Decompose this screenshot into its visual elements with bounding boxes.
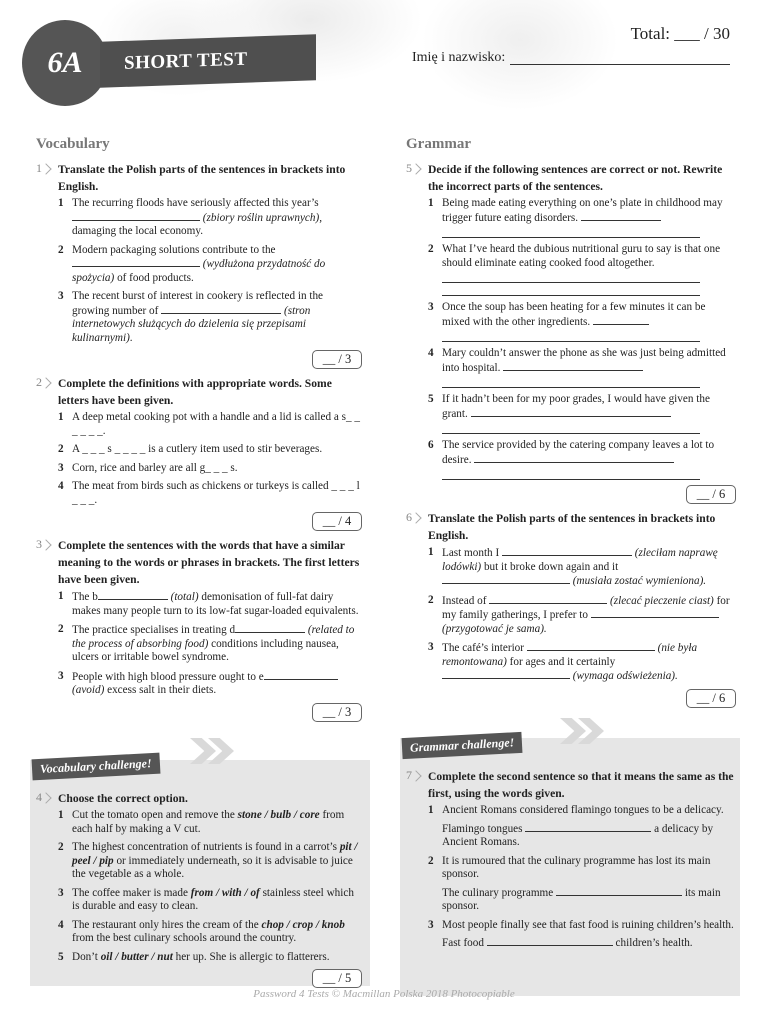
list-item <box>58 841 362 882</box>
item-text: Last month I <box>442 547 500 559</box>
item-number: 2 <box>58 443 64 455</box>
item-text: a delicacy by Ancient Romans. <box>442 822 714 848</box>
item-text: from the best culinary schools around the country. <box>72 932 297 944</box>
exercise-number: 5 <box>406 161 426 176</box>
item-text: of food products. <box>117 271 194 284</box>
answer-blank[interactable] <box>556 886 682 896</box>
item-text: its main sponsor. <box>442 886 721 912</box>
item-hint: (total) <box>170 591 199 603</box>
item-text: . <box>129 331 133 344</box>
answer-line[interactable] <box>442 329 700 342</box>
vocabulary-title: Vocabulary <box>36 136 110 152</box>
item-number: 3 <box>58 669 64 682</box>
exercise-4 <box>36 790 362 988</box>
list-item <box>428 804 736 850</box>
item-text: What I’ve heard the dubious nutritional guru to say is that one should eliminate eating cooked food altogether. <box>442 243 721 269</box>
item-text: The highest concentration of nutrients is found in a carrot’s <box>72 841 338 853</box>
answer-blank[interactable] <box>442 669 570 679</box>
item-text: Flamingo tongues <box>442 822 523 835</box>
item-number: 1 <box>428 197 434 209</box>
item-text: Once the soup has been heating for a few minutes it can be mixed with the other ingredients. <box>442 301 706 328</box>
page-footer: Password 4 Tests © Macmillan Polska 2018 Photocopiable <box>253 988 515 1000</box>
vocabulary-column <box>36 136 362 728</box>
score-value: __ / 3 <box>312 703 362 722</box>
item-number: 5 <box>428 393 434 405</box>
item-text: Cut the tomato open and remove the <box>72 809 235 821</box>
score-box <box>58 512 362 531</box>
answer-blank[interactable] <box>442 574 570 584</box>
item-number: 4 <box>58 480 64 492</box>
item-text: Mary couldn’t answer the phone as she was just being admitted into hospital. <box>442 347 726 374</box>
name-label: Imię i nazwisko: <box>412 50 506 65</box>
list-item <box>428 393 736 434</box>
answer-line[interactable] <box>442 283 700 296</box>
exercise-instruction: Choose the correct option. <box>58 792 188 805</box>
list-item <box>58 462 362 476</box>
exercise-instruction: Complete the second sentence so that it means the same as the first, using the words given. <box>428 770 734 800</box>
grammar-challenge-tag: Grammar challenge! <box>402 732 523 759</box>
item-text: Don’t <box>72 950 98 963</box>
answer-line[interactable] <box>442 225 700 238</box>
item-options[interactable]: chop / crop / knob <box>261 918 345 931</box>
test-title-banner <box>100 34 316 88</box>
item-text: damaging the local economy. <box>72 225 203 237</box>
list-item <box>428 919 736 951</box>
item-text: Instead of <box>442 594 487 607</box>
vocabulary-challenge-tag: Vocabulary challenge! <box>32 753 161 781</box>
item-number: 1 <box>428 804 434 816</box>
exercise-number: 1 <box>36 161 56 176</box>
exercise-7 <box>406 768 736 951</box>
item-text: Ancient Romans considered flamingo tongues to be a delicacy. <box>442 804 724 816</box>
answer-blank[interactable] <box>264 670 338 680</box>
score-box <box>428 689 736 708</box>
answer-blank[interactable] <box>72 257 200 267</box>
exercise-2 <box>36 375 362 531</box>
exercise-instruction: Translate the Polish parts of the sentences in brackets into English. <box>428 512 716 542</box>
item-text: If it hadn’t been for my poor grades, I would have given the grant. <box>442 393 710 420</box>
exercise-number: 3 <box>36 537 56 552</box>
answer-blank[interactable] <box>489 594 607 604</box>
item-text: demonisation of full-fat dairy makes many people turn to its low-fat sugar-loaded equivalents. <box>72 591 359 617</box>
score-box <box>58 350 362 369</box>
item-number: 6 <box>428 439 434 451</box>
list-item <box>58 590 362 618</box>
score-value: __ / 4 <box>312 512 362 531</box>
item-text: People with high blood pressure ought to e <box>72 670 264 683</box>
answer-blank[interactable] <box>591 608 719 618</box>
score-box <box>58 703 362 722</box>
list-item <box>58 290 362 345</box>
answer-blank[interactable] <box>474 453 674 463</box>
item-number: 2 <box>58 841 64 853</box>
item-options[interactable]: from / with / of <box>190 886 260 899</box>
item-number: 4 <box>428 347 434 359</box>
item-text: stainless steel which is durable and easy to clean. <box>72 886 354 912</box>
exercise-6 <box>406 510 736 708</box>
item-text: The culinary programme <box>442 886 554 899</box>
item-number: 4 <box>58 918 64 931</box>
item-number: 1 <box>58 809 64 821</box>
item-number: 2 <box>58 623 64 635</box>
list-item <box>428 347 736 388</box>
answer-line[interactable] <box>442 270 700 283</box>
answer-blank[interactable] <box>98 590 168 600</box>
score-box <box>428 485 736 504</box>
list-item <box>58 809 362 836</box>
total-score: Total: ___ / 30 <box>630 24 730 43</box>
list-item <box>58 919 362 946</box>
exercise-1 <box>36 161 362 369</box>
score-value: __ / 6 <box>686 689 736 708</box>
item-text: The restaurant only hires the cream of the <box>72 918 259 931</box>
exercise-instruction: Translate the Polish parts of the sentences in brackets into English. <box>58 163 346 193</box>
item-text: excess salt in their diets. <box>107 684 217 696</box>
item-text: but it broke down again and it <box>483 560 619 573</box>
list-item <box>58 411 362 438</box>
item-text: The café’s interior <box>442 642 524 654</box>
answer-blank[interactable] <box>161 304 281 314</box>
score-value: __ / 6 <box>686 485 736 504</box>
unit-label: 6A <box>47 46 83 79</box>
list-item <box>58 951 362 965</box>
item-number: 1 <box>58 590 64 602</box>
item-text: Being made eating everything on one’s plate in childhood may trigger future eating disorders. <box>442 197 723 224</box>
item-hint: (related to the process of absorbing food) <box>72 624 355 650</box>
item-text: The practice specialises in treating d <box>72 624 236 636</box>
list-item <box>428 641 736 684</box>
item-number: 3 <box>428 301 434 313</box>
list-item <box>58 197 362 239</box>
item-text: for my family gatherings, I prefer to <box>442 594 730 621</box>
item-number: 5 <box>58 950 64 963</box>
item-hint: (nie była remontowana) <box>442 642 698 668</box>
list-item <box>428 855 736 914</box>
item-text: The recurring floods have seriously affected this year’s <box>72 197 319 209</box>
item-text: The recent burst of interest in cookery is reflected in the growing number of <box>72 290 323 317</box>
item-hint: (zlecać pieczenie ciast) <box>610 594 714 607</box>
item-text: A deep metal cooking pot with a handle and a lid is called a s_ _ _ _ _ _. <box>72 411 361 437</box>
item-text: from each half by making a V cut. <box>72 809 345 835</box>
list-item <box>58 443 362 457</box>
answer-blank[interactable] <box>527 641 655 651</box>
score-value: __ / 3 <box>312 350 362 369</box>
answer-blank[interactable] <box>581 211 661 221</box>
list-item <box>428 197 736 238</box>
exercise-instruction: Complete the sentences with the words that have a similar meaning to the words or phrases in brackets. The first letters have been given. <box>58 539 360 586</box>
answer-blank[interactable] <box>503 361 643 371</box>
answer-blank[interactable] <box>593 315 649 325</box>
item-number: 2 <box>428 593 434 606</box>
grammar-column <box>406 136 736 714</box>
answer-blank[interactable] <box>235 623 305 633</box>
list-item <box>58 623 362 665</box>
item-text: Fast food <box>442 937 484 949</box>
exercise-5 <box>406 161 736 504</box>
score-value: __ / 5 <box>312 969 362 988</box>
exercise-instruction: Decide if the following sentences are correct or not. Rewrite the incorrect parts of the sentences. <box>428 163 723 193</box>
answer-blank[interactable] <box>525 822 651 832</box>
item-hint: (wydłużona przydatność do spożycia) <box>72 258 326 284</box>
item-options[interactable]: pit / peel / pip <box>72 841 358 867</box>
item-number: 3 <box>58 290 64 302</box>
list-item <box>58 887 362 914</box>
list-item <box>428 594 736 637</box>
item-text: children’s health. <box>615 937 693 949</box>
exercise-3 <box>36 537 362 722</box>
item-number: 2 <box>428 243 434 255</box>
item-hint: (wymaga odświeżenia). <box>572 670 678 682</box>
list-item <box>58 480 362 507</box>
item-text: The service provided by the catering company leaves a lot to desire. <box>442 439 715 466</box>
answer-line[interactable] <box>442 421 700 434</box>
item-options[interactable]: oil / butter / nut <box>100 950 173 963</box>
item-number: 1 <box>58 197 64 209</box>
item-number: 3 <box>428 918 434 931</box>
item-number: 1 <box>428 546 434 558</box>
exercise-number: 4 <box>36 790 56 805</box>
answer-blank[interactable] <box>471 407 671 417</box>
item-number: 2 <box>58 243 64 256</box>
name-field-line[interactable] <box>510 64 730 65</box>
list-item <box>428 243 736 296</box>
item-text: Modern packaging solutions contribute to the <box>72 243 276 256</box>
item-number: 3 <box>58 886 64 899</box>
item-number: 1 <box>58 411 64 423</box>
item-hint: (przygotować je sama). <box>442 622 547 635</box>
item-text: or immediately underneath, so it is advisable to juice the vegetable as a whole. <box>72 854 353 880</box>
item-options[interactable]: stone / bulb / core <box>237 809 320 821</box>
answer-line[interactable] <box>442 375 700 388</box>
list-item <box>58 670 362 698</box>
item-hint: (musiała zostać wymieniona). <box>572 575 707 587</box>
item-text: conditions including nausea, ulcers or irritable bowel syndrome. <box>72 637 339 663</box>
answer-blank[interactable] <box>487 936 613 946</box>
exercise-number: 7 <box>406 768 426 783</box>
grammar-title: Grammar <box>406 136 471 152</box>
list-item <box>428 301 736 342</box>
item-text: It is rumoured that the culinary programme has lost its main sponsor. <box>442 854 711 880</box>
item-text: A _ _ _ s _ _ _ _ is a cutlery item used to stir beverages. <box>72 443 323 455</box>
unit-logo <box>22 20 108 106</box>
score-box <box>58 969 362 988</box>
list-item <box>428 546 736 589</box>
item-text: Corn, rice and barley are all g_ _ _ s. <box>72 461 238 474</box>
item-text: for ages and it certainly <box>509 655 616 668</box>
item-text: The meat from birds such as chickens or turkeys is called _ _ _ l _ _ _. <box>72 480 360 506</box>
exercise-number: 2 <box>36 375 56 390</box>
item-text: The b <box>72 591 98 603</box>
item-text: her up. She is allergic to flatterers. <box>175 950 330 963</box>
answer-blank[interactable] <box>72 211 200 221</box>
test-title: SHORT TEST <box>124 48 248 74</box>
item-number: 2 <box>428 854 434 867</box>
list-item <box>428 439 736 480</box>
grammar-challenge-content <box>406 768 736 957</box>
answer-blank[interactable] <box>502 546 632 556</box>
exercise-instruction: Complete the definitions with appropriate words. Some letters have been given. <box>58 377 332 407</box>
item-hint: (stron internetowych służących do dzielenia się przepisami kulinarnymi) <box>72 304 311 344</box>
item-hint: (avoid) <box>72 684 105 696</box>
list-item <box>58 244 362 286</box>
exercise-number: 6 <box>406 510 426 525</box>
item-hint: (zbiory roślin uprawnych), <box>202 211 323 224</box>
item-hint: (zleciłam naprawę lodówki) <box>442 547 718 573</box>
item-text: The coffee maker is made <box>72 886 188 899</box>
item-number: 3 <box>428 641 434 653</box>
vocabulary-challenge-content <box>36 790 362 994</box>
item-text: Most people finally see that fast food is ruining children’s health. <box>442 918 734 931</box>
item-number: 3 <box>58 461 64 474</box>
answer-line[interactable] <box>442 467 700 480</box>
